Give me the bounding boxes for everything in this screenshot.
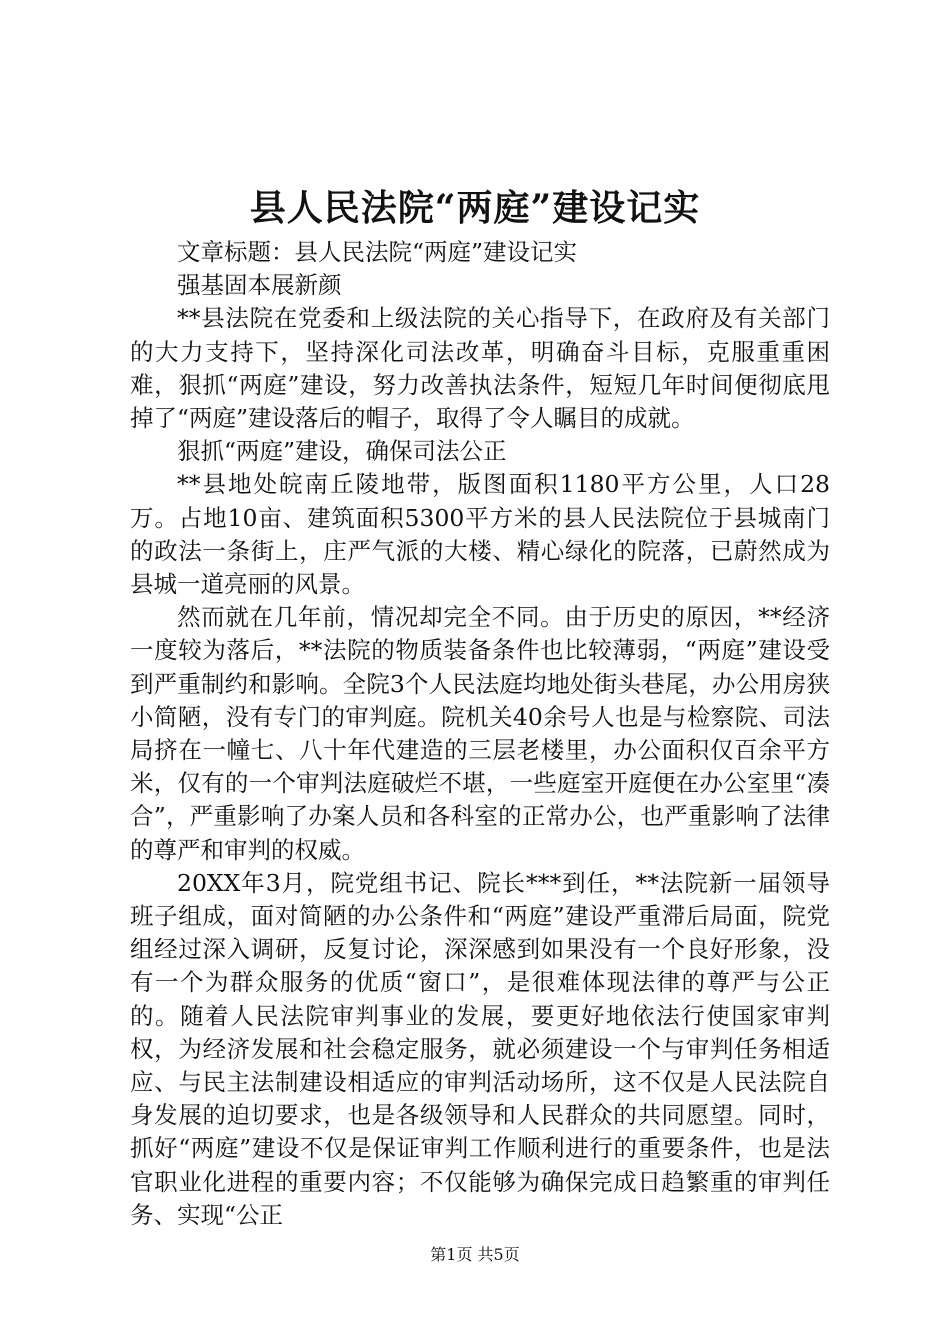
paragraph-subheading: 狠抓“两庭”建设，确保司法公正 [177,437,507,466]
paragraph: **县法院在党委和上级法院的关心指导下，在政府及有关部门的大力支持下，坚持深化司法改革，明确奋斗目标，克服重重困难，狠抓“两庭”建设，努力改善执法条件，短短几年时间便彻底甩掉了“两庭”建设落后的帽子，取得了令人瞩目的成就。 [130,304,830,433]
paragraph: **县地处皖南丘陵地带，版图面积1180平方公里，人口28万。占地10亩、建筑面积5300平方米的县人民法院位于县城南门的政法一条街上，庄严气派的大楼、精心绿化的院落，已蔚然成为县城一道亮丽的风景。 [130,470,830,599]
document-title: 县人民法院“两庭”建设记实 [249,187,701,229]
paragraph: 20XX年3月，院党组书记、院长***到任，**法院新一届领导班子组成，面对简陋的办公条件和“两庭”建设严重滞后局面，院党组经过深入调研，反复讨论，深深感到如果没有一个良好形象，没有一个为群众服务的优质“窗口”，是很难体现法律的尊严与公正的。随着人民法院审判事业的发展，要更好地依法行使国家审判权，为经济发展和社会稳定服务，就必须建设一个与审判任务相适应、与民主法制建设相适应的审判活动场所，这不仅是人民法院自身发展的迫切要求，也是各级领导和人民群众的共同愿望。同时，抓好“两庭”建设不仅是保证审判工作顺利进行的重要条件，也是法官职业化进程的重要内容；不仅能够为确保完成日趋繁重的审判任务、实现“公正 [130,868,830,1229]
page-number-footer: 第1页 共5页 [430,1245,520,1264]
paragraph: 然而就在几年前，情况却完全不同。由于历史的原因，**经济一度较为落后，**法院的物质装备条件也比较薄弱，“两庭”建设受到严重制约和影响。全院3个人民法庭均地处街头巷尾，办公用房狭小简陋，没有专门的审判庭。院机关40余号人也是与检察院、司法局挤在一幢七、八十年代建造的三层老楼里，办公面积仅百余平方米，仅有的一个审判法庭破烂不堪，一些庭室开庭便在办公室里“凑合”，严重影响了办案人员和各科室的正常办公，也严重影响了法律的尊严和审判的权威。 [130,603,830,864]
paragraph-subheading: 强基固本展新颜 [177,271,342,300]
paragraph-article-title: 文章标题：县人民法院“两庭”建设记实 [177,238,578,266]
document-body [130,236,830,1232]
